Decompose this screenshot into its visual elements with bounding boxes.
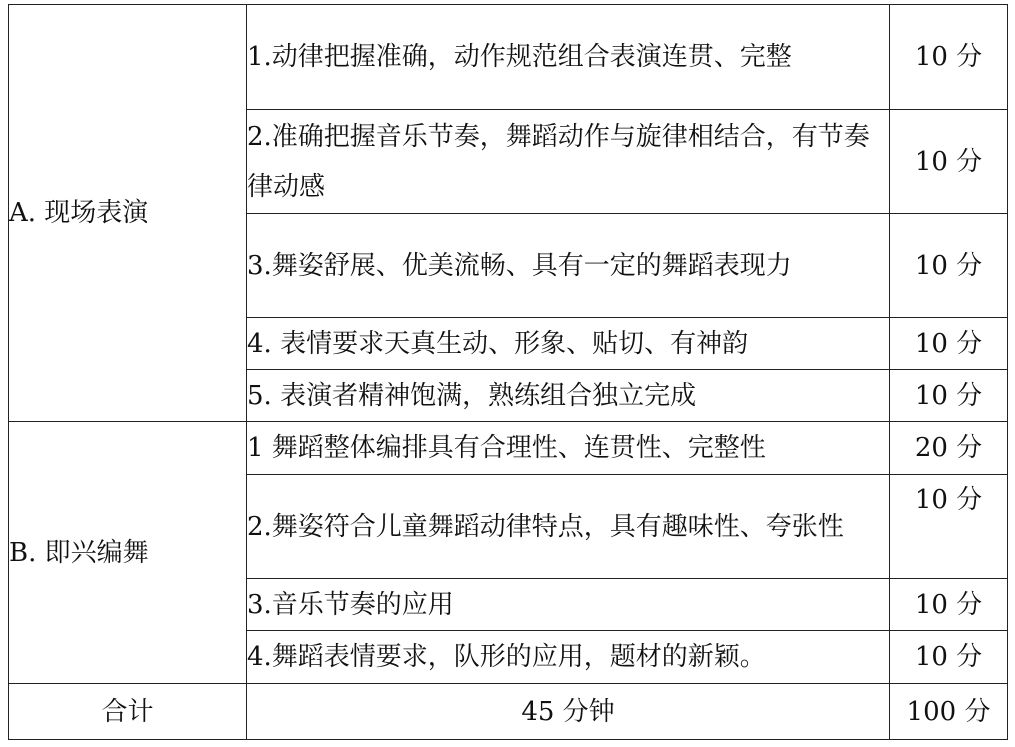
points-cell: 10 分 (890, 5, 1008, 110)
criterion-cell: 3.舞姿舒展、优美流畅、具有一定的舞蹈表现力 (247, 214, 890, 318)
table-row (9, 422, 1008, 475)
total-duration: 45 分钟 (247, 684, 890, 740)
points-cell: 10 分 (890, 318, 1008, 370)
criterion-cell: 1 舞蹈整体编排具有合理性、连贯性、完整性 (247, 422, 890, 475)
points-cell: 10 分 (890, 370, 1008, 422)
points-cell: 10 分 (890, 475, 1008, 579)
criterion-cell: 2.准确把握音乐节奏，舞蹈动作与旋律相结合，有节奏律动感 (247, 110, 890, 214)
points-cell: 20 分 (890, 422, 1008, 475)
points-cell: 10 分 (890, 579, 1008, 631)
category-cell-a: A. 现场表演 (9, 5, 247, 422)
total-row (9, 684, 1008, 740)
table-row (9, 5, 1008, 110)
total-label: 合计 (9, 684, 247, 740)
criterion-cell: 2.舞姿符合儿童舞蹈动律特点，具有趣味性、夸张性 (247, 475, 890, 579)
total-points: 100 分 (890, 684, 1008, 740)
points-cell: 10 分 (890, 214, 1008, 318)
category-cell-b: B. 即兴编舞 (9, 422, 247, 684)
criterion-cell: 4. 表情要求天真生动、形象、贴切、有神韵 (247, 318, 890, 370)
criterion-cell: 1.动律把握准确，动作规范组合表演连贯、完整 (247, 5, 890, 110)
points-cell: 10 分 (890, 110, 1008, 214)
criterion-cell: 3.音乐节奏的应用 (247, 579, 890, 631)
points-cell: 10 分 (890, 631, 1008, 684)
criterion-cell: 4.舞蹈表情要求，队形的应用，题材的新颖。 (247, 631, 890, 684)
criterion-cell: 5. 表演者精神饱满，熟练组合独立完成 (247, 370, 890, 422)
scoring-table (8, 4, 1008, 740)
